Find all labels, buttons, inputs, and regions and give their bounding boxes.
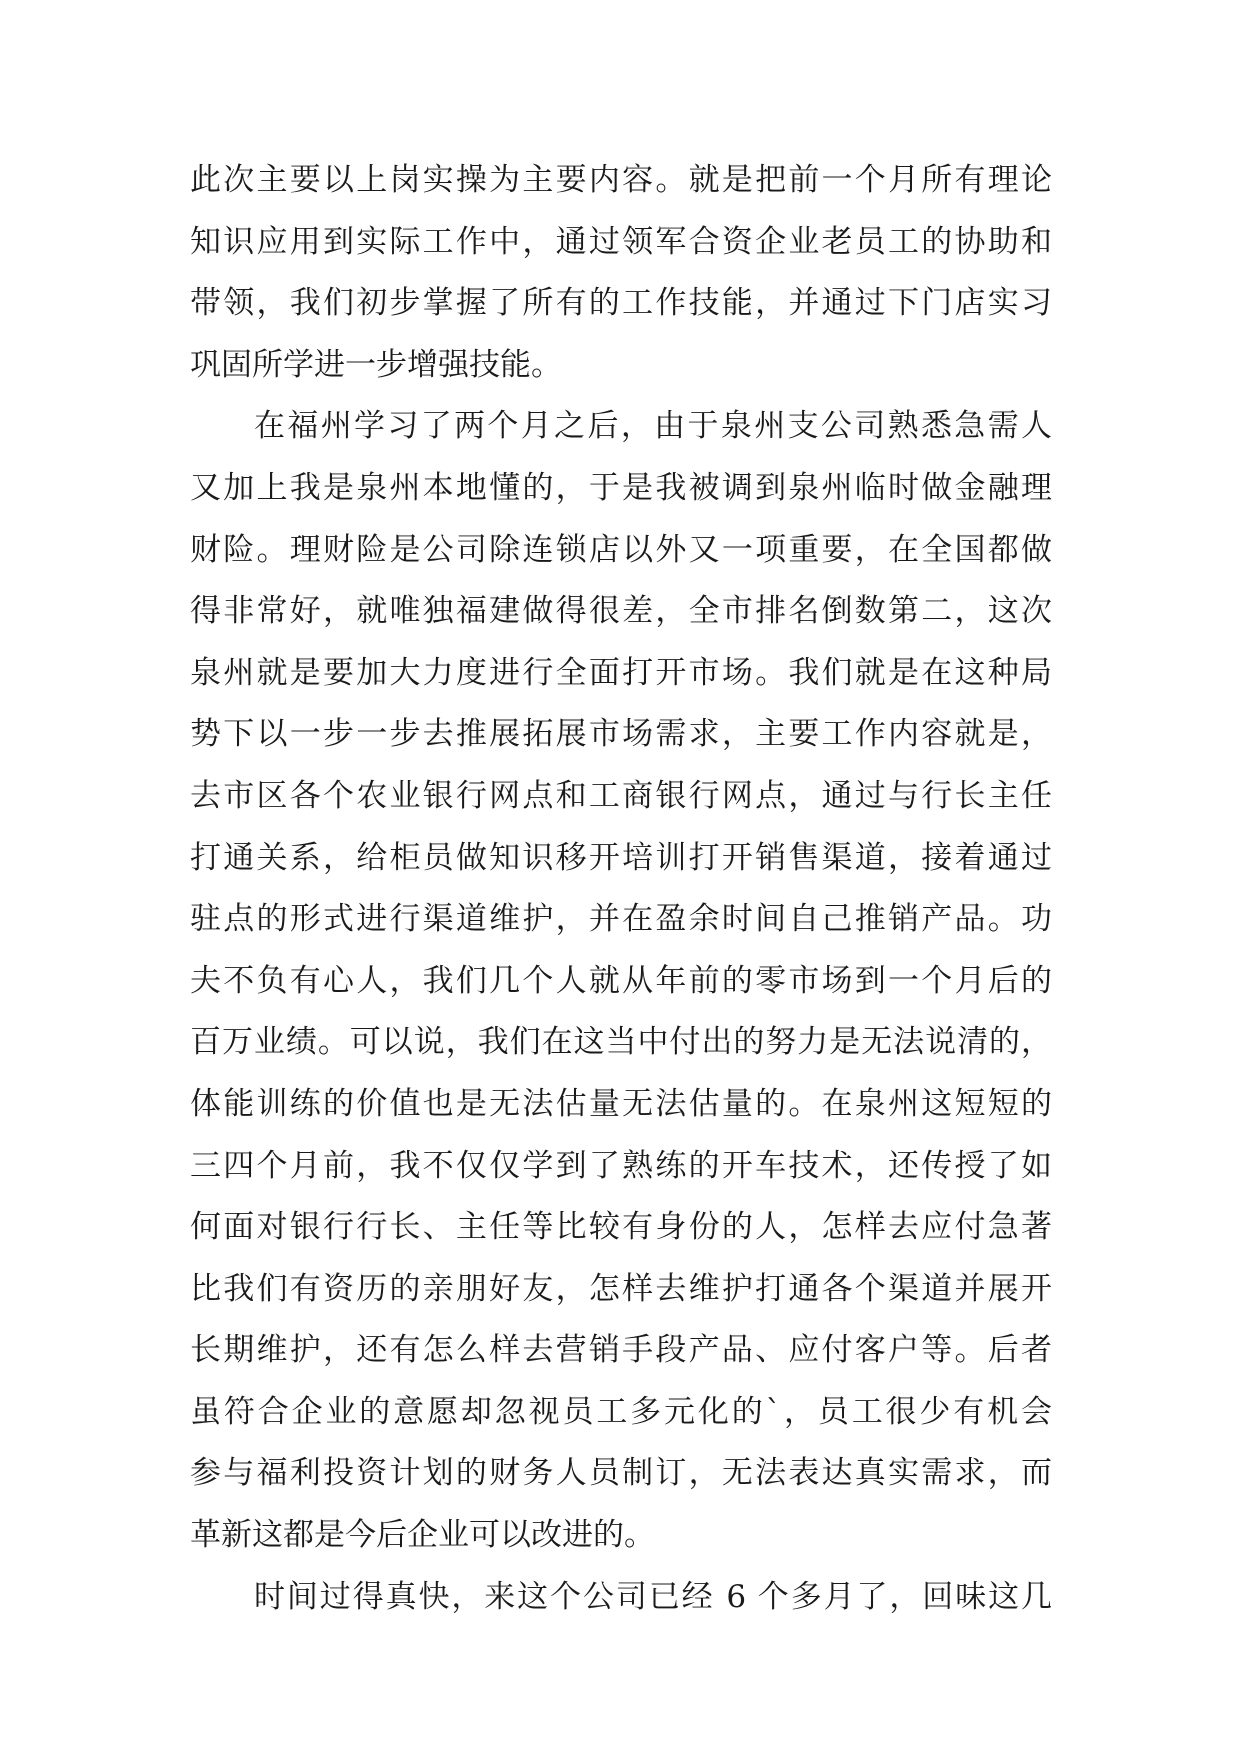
text-line: 比我们有资历的亲朋好友，怎样去维护打通各个渠道并展开 [190,1270,1052,1307]
text-line: 何面对银行行长、主任等比较有身份的人，怎样去应付急著 [190,1209,1052,1246]
text-line: 打通关系，给柜员做知识移开培训打开销售渠道，接着通过 [190,839,1052,876]
text-line: 时间过得真快，来这个公司已经 6 个多月了，回味这几 [254,1578,1052,1615]
text-line: 长期维护，还有怎么样去营销手段产品、应付客户等。后者 [190,1332,1052,1369]
text-line: 财险。理财险是公司除连锁店以外又一项重要，在全国都做 [190,531,1052,568]
text-line: 虽符合企业的意愿却忽视员工多元化的`，员工很少有机会 [190,1393,1052,1430]
text-line: 体能训练的价值也是无法估量无法估量的。在泉州这短短的 [190,1085,1052,1122]
text-line: 三四个月前，我不仅仅学到了熟练的开车技术，还传授了如 [190,1147,1052,1184]
text-line: 去市区各个农业银行网点和工商银行网点，通过与行长主任 [190,777,1052,814]
text-line: 在福州学习了两个月之后，由于泉州支公司熟悉急需人 [254,408,1052,445]
text-line: 夫不负有心人，我们几个人就从年前的零市场到一个月后的 [190,962,1052,999]
text-line: 百万业绩。可以说，我们在这当中付出的努力是无法说清的， [190,1024,1052,1061]
text-line: 知识应用到实际工作中，通过领军合资企业老员工的协助和 [190,223,1052,260]
text-line: 革新这都是今后企业可以改进的。 [190,1517,655,1554]
text-line: 此次主要以上岗实操为主要内容。就是把前一个月所有理论 [190,162,1052,198]
text-line: 泉州就是要加大力度进行全面打开市场。我们就是在这种局 [190,654,1052,691]
text-line: 又加上我是泉州本地懂的，于是我被调到泉州临时做金融理 [190,469,1052,506]
text-line: 带领，我们初步掌握了所有的工作技能，并通过下门店实习 [190,285,1052,322]
text-line: 驻点的形式进行渠道维护，并在盈余时间自己推销产品。功 [190,901,1052,938]
document-body [190,150,1052,1628]
text-line: 参与福利投资计划的财务人员制订，无法表达真实需求，而 [190,1455,1052,1492]
text-line: 势下以一步一步去推展拓展市场需求，主要工作内容就是， [190,716,1052,753]
text-line: 得非常好，就唯独福建做得很差，全市排名倒数第二，这次 [190,593,1052,630]
text-line: 巩固所学进一步增强技能。 [190,346,562,383]
